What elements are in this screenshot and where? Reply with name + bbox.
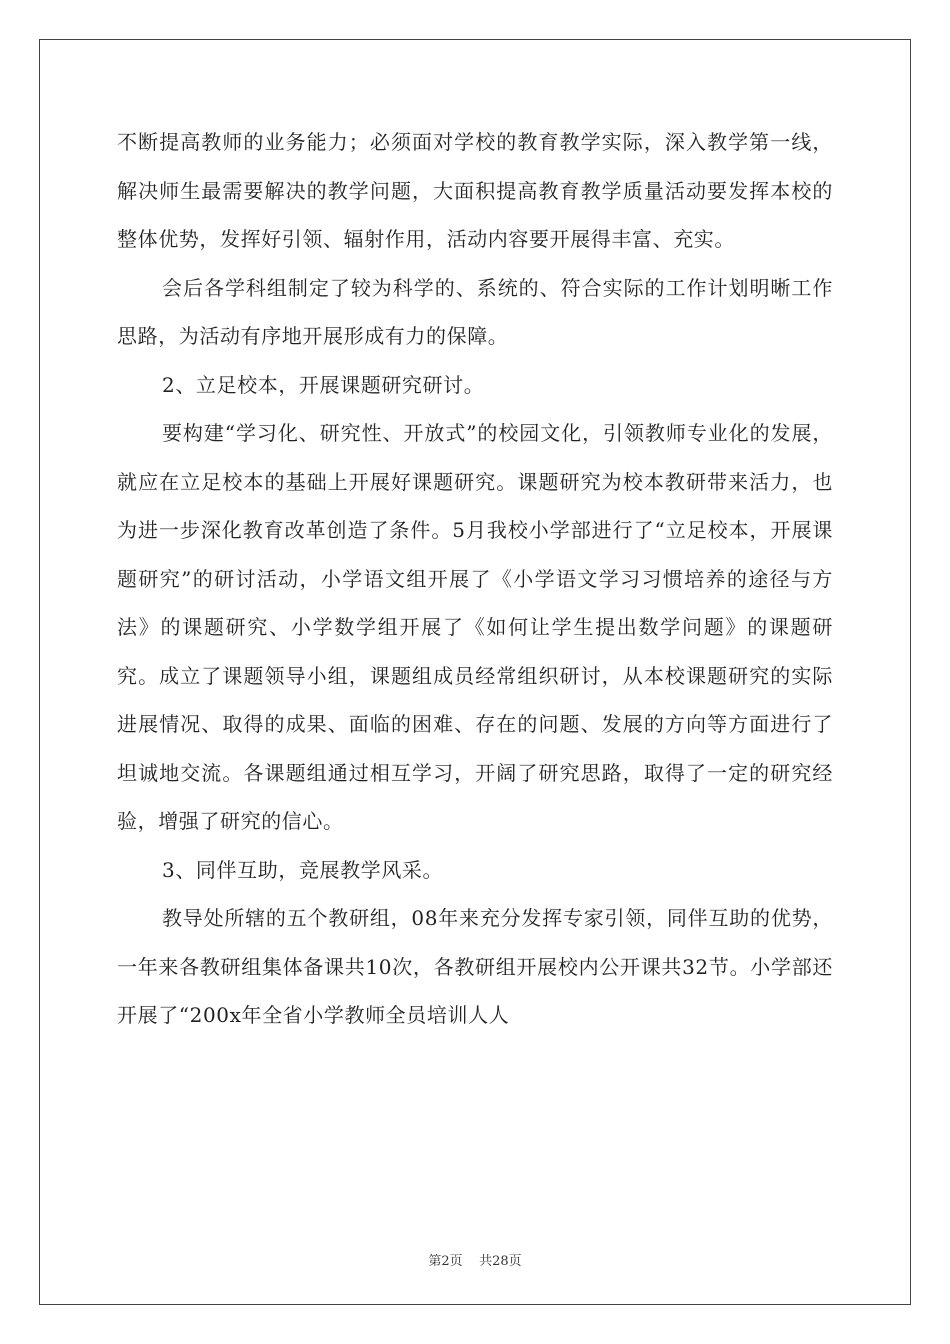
paragraph-6: 教导处所辖的五个教研组，08年来充分发挥专家引领，同伴互助的优势， 一年来各教研组集体备课共10次，各教研组开展校内公开课共32节。小学部还开展了“200x年全省小学教师全员培训人人 (117, 906, 833, 1027)
section-heading-3: 3、同伴互助，竞展教学风采。 (162, 857, 444, 882)
document-body (117, 118, 833, 1040)
page-footer (0, 1250, 950, 1269)
section-heading-2: 2、立足校本，开展课题研究研讨。 (162, 372, 485, 397)
paragraph-4: 要构建“学习化、研究性、开放式”的校园文化，引领教师专业化的发展，就应在立足校本的基础上开展好课题研究。课题研究为校本教研带来活力，也为进一步深化教育改革创造了条件。5月我校小学部进行了“立足校本，开展课题研究”的研讨活动，小学语文组开展了《小学语文学习习惯培养的途径与方法》的课题研究、小学数学组开展了《如何让学生提出数学问题》的课题研究。成立了课题领导小组，课题组成员经常组织研讨，从本校课题研究的实际进展情况、取得的成果、面临的困难、存在的问题、发展的方向等方面进行了坦诚地交流。各课题组通过相互学习，开阔了研究思路，取得了一定的研究经验，增强了研究的信心。 (117, 421, 833, 833)
paragraph-1: 不断提高教师的业务能力；必须面对学校的教育教学实际，深入教学第一线，解决师生最需要解决的教学问题，大面积提高教育教学质量活动要发挥本校的整体优势，发挥好引领、辐射作用，活动内容要开展得丰富、充实。 (117, 130, 833, 251)
page-total: 共28页 (479, 1254, 522, 1269)
paragraph-2: 会后各学科组制定了较为科学的、系统的、符合实际的工作计划明晰工作思路，为活动有序地开展形成有力的保障。 (117, 275, 833, 348)
page-number: 第2页 (428, 1254, 463, 1269)
